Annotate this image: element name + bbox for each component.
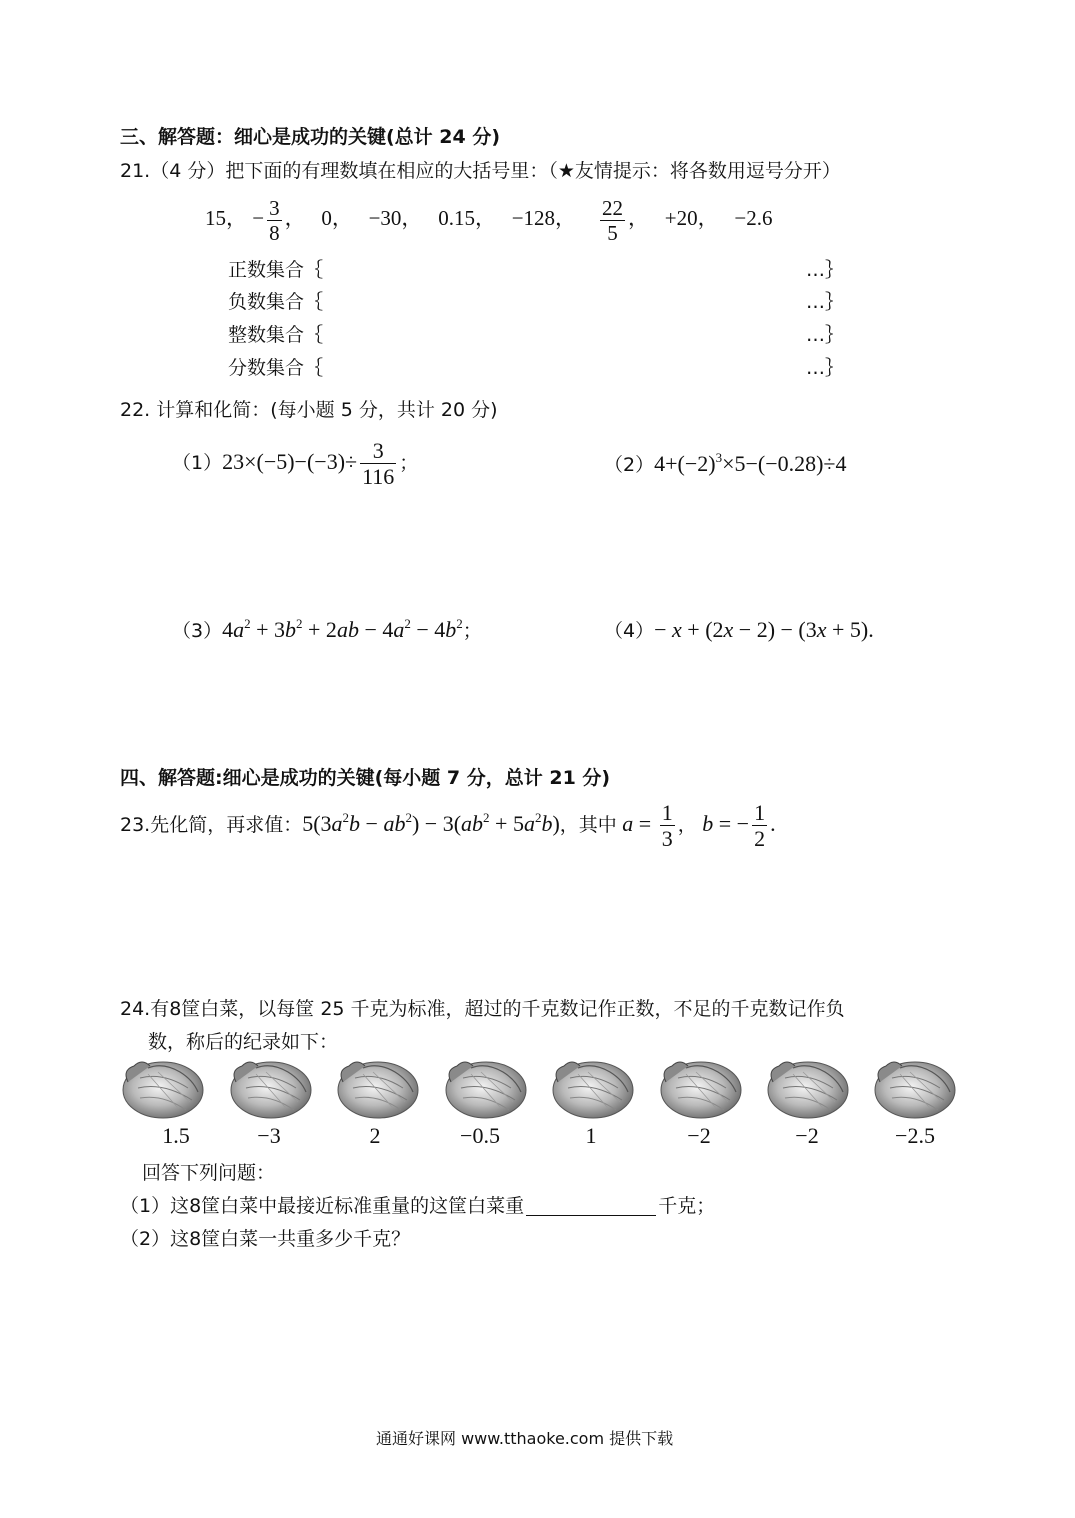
q21-number: 0.15， <box>438 206 496 230</box>
set-row-negative <box>228 287 323 314</box>
q24-line-1: 24.有8筐白菜，以每筐 25 千克为标准，超过的千克数记作正数，不足的千克数记作负 <box>120 998 845 1020</box>
cabbage-weight: −2 <box>687 1123 711 1148</box>
q23: 23.先化简，再求值：$5(3a^2b - ab^2) - 3(ab^2 + 5a^2b)$，其中 a = $\frac{1}{3}$ ， b = − $\frac{1}{2}$ . <box>120 800 776 852</box>
set-row-positive <box>228 255 323 282</box>
cabbage-image <box>226 1052 312 1122</box>
q22-part-2 <box>604 450 847 477</box>
set-row-integer <box>228 320 323 347</box>
fraction-denominator: 5 <box>607 220 618 245</box>
q24-sub-1 <box>120 1191 715 1218</box>
answer-blank[interactable] <box>526 1197 656 1216</box>
q24-answer-intro: 回答下列问题： <box>142 1162 276 1184</box>
part-label: （3） <box>172 620 223 642</box>
q21-number: −128， <box>511 206 577 230</box>
cabbage-weight: −2 <box>795 1123 819 1148</box>
cabbage-weight: −2.5 <box>895 1123 935 1148</box>
q21-number: −30， <box>368 206 423 230</box>
set-row-fraction <box>228 353 323 380</box>
fraction-numerator: 1 <box>661 800 673 826</box>
cabbage-image <box>333 1052 419 1122</box>
q22-part-4 <box>604 616 874 643</box>
expression: − x + (2x − 2) − (3x + 5). <box>654 617 874 642</box>
q21-number: −2.6 <box>734 206 773 230</box>
fraction-numerator: 3 <box>269 195 280 220</box>
cabbage-weight: 1.5 <box>162 1123 190 1148</box>
part-label: （2） <box>604 454 655 476</box>
fraction-a <box>660 800 675 852</box>
fraction-numerator: 1 <box>754 800 766 826</box>
cabbage-image <box>870 1052 956 1122</box>
set-label: 正数集合｛ <box>228 259 324 281</box>
fraction-denominator: 8 <box>269 220 280 245</box>
set-end: …｝ <box>806 259 845 281</box>
footer-text: 通通好课网 www.tthaoke.com 提供下载 <box>376 1429 674 1448</box>
cabbage-image <box>656 1052 742 1122</box>
cabbage-image <box>548 1052 634 1122</box>
cabbage-image <box>763 1052 849 1122</box>
part-label: （4） <box>604 620 655 642</box>
q24-line-2: 数，称后的纪录如下： <box>148 1031 339 1053</box>
expression: 23×(−5)−(−3)÷ <box>222 449 358 474</box>
q22-part-1 <box>172 432 418 493</box>
expression: $4a^2 + 3b^2 + 2ab - 4a^2 - 4b^2$ <box>222 616 463 642</box>
q24-sub-2: （2）这8筐白菜一共重多少千克？ <box>120 1228 411 1250</box>
q21-number-sign: − <box>252 206 265 230</box>
fraction-numerator: 3 <box>360 438 396 464</box>
q21-fraction-3-8 <box>267 196 282 245</box>
q22-part-3: $(3)4a^2 + 3b^2 + 2ab - 4a^2 - 4b^2$； <box>172 616 482 642</box>
q23-expression: $5(3a^2b - ab^2) - 3(ab^2 + 5a^2b)$ <box>302 810 560 836</box>
q21-number: 0， <box>321 206 353 230</box>
cabbage-weight: −0.5 <box>460 1123 500 1148</box>
set-end: …｝ <box>806 291 845 313</box>
fraction-3-116 <box>360 438 396 490</box>
expression-b: ×5−(−0.28)÷4 <box>722 451 847 476</box>
part-end: ； <box>399 452 419 474</box>
fraction-denominator: 116 <box>362 464 395 490</box>
q23-stem: 23.先化简，再求值： <box>120 814 303 836</box>
q21-number: 15， <box>205 206 247 230</box>
q21-fraction-22-5 <box>600 196 625 245</box>
cabbage-image <box>118 1052 204 1122</box>
fraction-denominator: 2 <box>754 826 766 852</box>
fraction-b <box>752 800 767 852</box>
set-label: 分数集合｛ <box>228 357 324 379</box>
exponent: 3 <box>715 450 723 465</box>
q22-stem: 22. 计算和化简：(每小题 5 分，共计 20 分) <box>120 399 498 421</box>
q21-number: +20， <box>664 206 719 230</box>
set-label: 整数集合｛ <box>228 324 324 346</box>
cabbage-image <box>441 1052 527 1122</box>
part-label: （1） <box>172 452 223 474</box>
q24-sub-1-text: （1）这8筐白菜中最接近标准重量的这筐白菜重 <box>120 1195 525 1217</box>
fraction-numerator: 22 <box>602 195 624 220</box>
q24-sub-1-unit: 千克； <box>658 1195 716 1217</box>
cabbage-weight: 2 <box>369 1123 381 1148</box>
set-end: …｝ <box>806 357 845 379</box>
cabbage-weight: 1 <box>585 1123 597 1148</box>
section-3-title: 三、解答题：细心是成功的关键(总计 24 分) <box>120 126 501 148</box>
set-label: 负数集合｛ <box>228 291 324 313</box>
q21-separator: ， <box>628 206 650 230</box>
set-end: …｝ <box>806 324 845 346</box>
section-4-title: 四、解答题:细心是成功的关键(每小题 7 分，总计 21 分) <box>120 767 611 789</box>
q21-stem: 21.（4 分）把下面的有理数填在相应的大括号里：（★友情提示：将各数用逗号分开） <box>120 160 841 182</box>
cabbage-weight: −3 <box>257 1123 281 1148</box>
q21-separator: ， <box>284 206 306 230</box>
expression-a: 4+(−2) <box>654 451 716 476</box>
fraction-denominator: 3 <box>661 826 673 852</box>
q21-number-list <box>205 188 772 248</box>
